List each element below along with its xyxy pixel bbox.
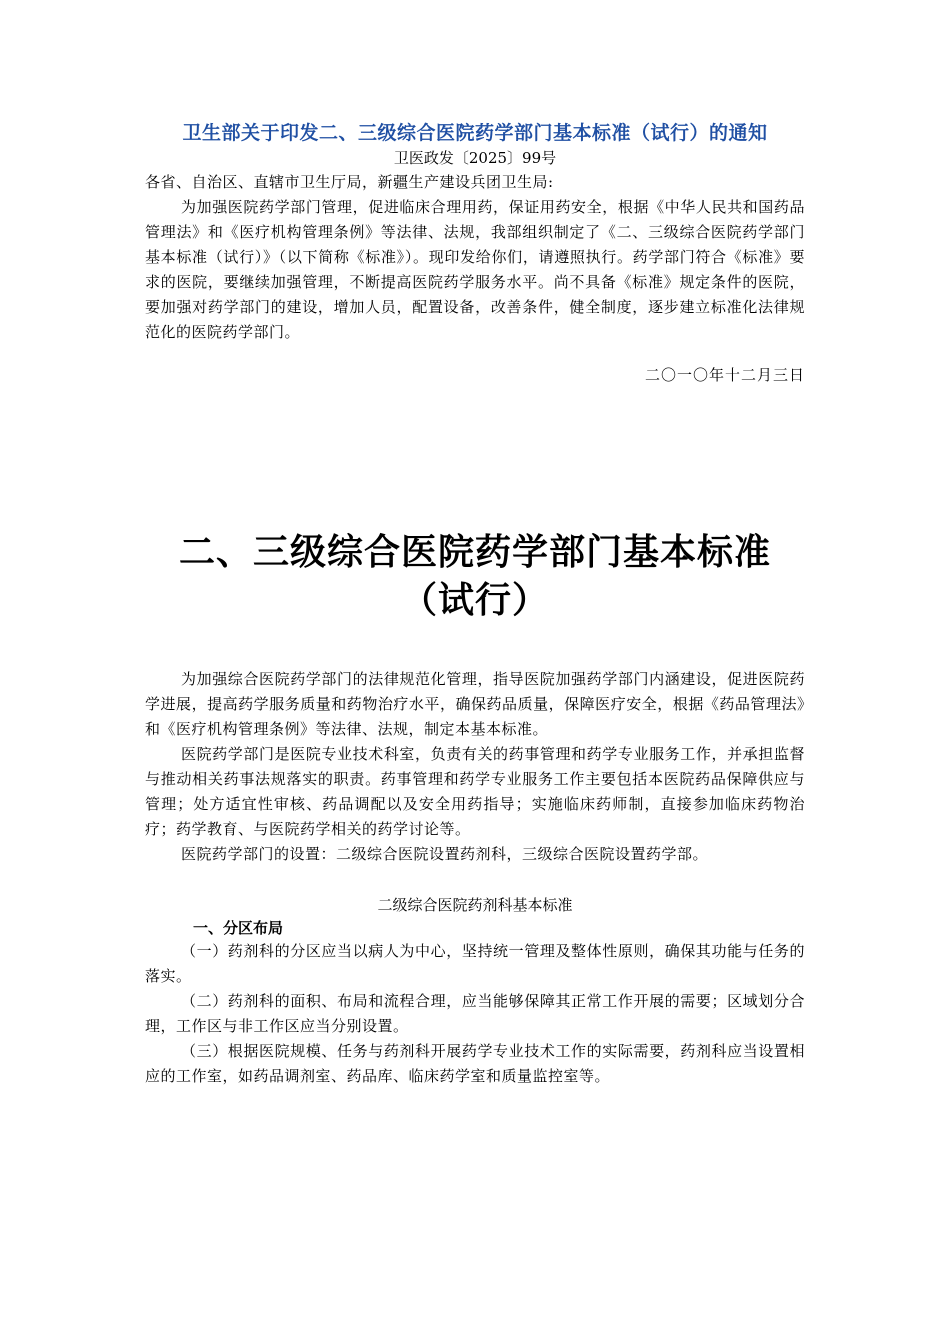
document-page	[145, 120, 805, 1089]
notice-title: 卫生部关于印发二、三级综合医院药学部门基本标准（试行）的通知	[182, 122, 768, 144]
standard-title: 二、三级综合医院药学部门基本标准（试行）	[178, 532, 771, 621]
salutation: 各省、自治区、直辖市卫生厅局，新疆生产建设兵团卫生局:	[145, 173, 554, 191]
notice-body: 为加强医院药学部门管理，促进临床合理用药，保证用药安全，根据《中华人民共和国药品管理法》和《医疗机构管理条例》等法律、法规，我部组织制定了《二、三级综合医院药学部门基本标准（试行）》（以下简称《标准》）。现印发给你们，请遵照执行。药学部门符合《标准》要求的医院，要继续加强管理，不断提高医院药学服务水平。尚不具备《标准》规定条件的医院，要加强对药学部门的建设，增加人员，配置设备，改善条件，健全制度，逐步建立标准化法律规范化的医院药学部门。	[145, 198, 805, 341]
notice-date: 二〇一〇年十二月三日	[644, 366, 805, 384]
section-item: （一）药剂科的分区应当以病人为中心，坚持统一管理及整体性原则，确保其功能与任务的落实。	[145, 942, 805, 985]
intro-paragraph: 医院药学部门是医院专业技术科室，负责有关的药事管理和药学专业服务工作，并承担监督与推动相关药事法规落实的职责。药事管理和药学专业服务工作主要包括本医院药品保障供应与管理；处方适宜性审核、药品调配以及安全用药指导；实施临床药师制，直接参加临床药物治疗；药学教育、与医院药学相关的药学讨论等。	[145, 745, 805, 838]
section-item: （三）根据医院规模、任务与药剂科开展药学专业技术工作的实际需要，药剂科应当设置相应的工作室，如药品调剂室、药品库、临床药学室和质量监控室等。	[145, 1042, 805, 1085]
document-number: 卫医政发〔2025〕99号	[393, 149, 557, 167]
section-title: 二级综合医院药剂科基本标准	[377, 896, 573, 914]
standard-intro	[145, 667, 805, 867]
section-heading: 一、分区布局	[193, 919, 284, 937]
section-item: （二）药剂科的面积、布局和流程合理，应当能够保障其正常工作开展的需要；区域划分合理，工作区与非工作区应当分别设置。	[145, 992, 805, 1035]
intro-paragraph: 医院药学部门的设置：二级综合医院设置药剂科，三级综合医院设置药学部。	[181, 845, 709, 863]
intro-paragraph: 为加强综合医院药学部门的法律规范化管理，指导医院加强药学部门内涵建设，促进医院药学进展，提高药学服务质量和药物治疗水平，确保药品质量，保障医疗安全，根据《药品管理法》和《医疗机构管理条例》等法律、法规，制定本基本标准。	[145, 670, 805, 738]
